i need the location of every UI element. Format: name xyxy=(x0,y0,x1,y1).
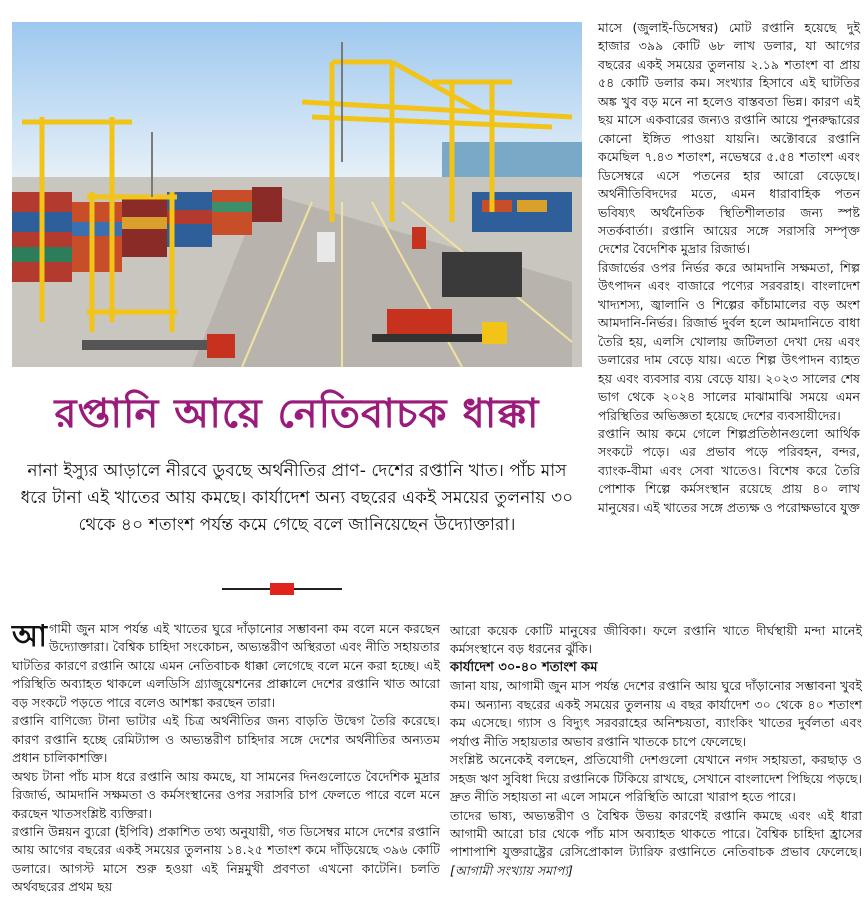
bottom-column xyxy=(450,622,862,880)
left-paragraph-4: রপ্তানি উন্নয়ন ব্যুরো (ইপিবি) প্রকাশিত তথ্য অনুযায়ী, গত ডিসেম্বর মাসে দেশের রপ্তানি আয় আগের বছরের একই সময়ের তুলনায় ১৪.২৫ শতাংশ কমে দাঁড়িয়েছে ৩৯৬ কোটি ডলারে। আগস্ট মাসে শুরু হওয়া এই নিম্নমুখী প্রবণতা এখনো কাটেনি। চলতি অর্থবছরের প্রথম ছয় xyxy=(12,823,440,895)
left-paragraph-3: অথচ টানা পাঁচ মাস ধরে রপ্তানি আয় কমছে, যা সামনের দিনগুলোতে বৈদেশিক মুদ্রার রিজার্ভ, আমদানি সক্ষমতা ও কর্মসংস্থানের ওপর সরাসরি চাপ ফেলতে পারে বলে মনে করছেন খাতসংশ্লিষ্ট ব্যক্তিরা। xyxy=(12,768,440,821)
bottom-paragraph-4 xyxy=(450,807,862,881)
bottom-paragraph-1: আরো কয়েক কোটি মানুষের জীবিকা। ফলে রপ্তানি খাতে দীর্ঘস্থায়ী মন্দা মানেই কর্মসংস্থানে বড় ধরনের ঝুঁকি। xyxy=(450,623,862,657)
left-column xyxy=(12,620,440,897)
continuation-note: [আগামী সংখ্যায় সমাপ্য] xyxy=(450,862,573,878)
intro-summary: নানা ইস্যুর আড়ালে নীরবে ডুবছে অর্থনীতির প্রাণ- দেশের রপ্তানি খাত। পাঁচ মাস ধরে টানা এই খাতের আয় কমছে। কার্যাদেশ অন্য বছরের একই সময়ের তুলনায় ৩০ থেকে ৪০ শতাংশ পর্যন্ত কমে গেছে বলে জানিয়েছেন উদ্যোক্তারা। xyxy=(20,461,574,535)
right-paragraph-1: মাসে (জুলাই-ডিসেম্বর) মোট রপ্তানি হয়েছে দুই হাজার ৩৯৯ কোটি ৬৮ লাখ ডলার, যা আগের বছরের একই সময়ের তুলনায় ২.১৯ শতাংশ বা প্রায় ৫৪ কোটি ডলার কম। সংখ্যার হিসাবে এই ঘাটতির অঙ্ক খুব বড় মনে না হলেও বাস্তবতা ভিন্ন। কারণ এই ছয় মাসে একবারের জন্যও রপ্তানি আয়ে পুনরুদ্ধারের কোনো ইঙ্গিত পাওয়া যায়নি। অক্টোবরে রপ্তানি কমেছিল ৭.৪৩ শতাংশ, নভেম্বরে ৫.৫৪ শতাংশ এবং ডিসেম্বরে এসে পতনের হার আরো বেড়েছে। অর্থনীতিবিদদের মতে, এমন ধারাবাহিক পতন ভবিষ্যৎ অর্থনৈতিক স্থিতিশীলতার জন্য স্পষ্ট সতর্কবার্তা। রপ্তানি আয়ের সঙ্গে সরাসরি সম্পৃক্ত দেশের বৈদেশিক মুদ্রার রিজার্ভ। xyxy=(598,20,860,257)
bottom-paragraph-4-text: তাদের ভাষ্য, অভ্যন্তরীণ ও বৈশ্বিক উভয় কারণেই রপ্তানি কমছে এবং এই ধারা আগামী আরো চার থেকে পাঁচ মাস অব্যাহত থাকতে পারে। বৈশ্বিক চাহিদা হ্রাসের পাশাপাশি যুক্তরাষ্ট্রের রেসিপ্রোকাল ট্যারিফ রপ্তানিতে নেতিবাচক প্রভাব ফেলেছে। xyxy=(450,807,862,860)
left-paragraph-2: রপ্তানি বাণিজ্যে টানা ভাটার এই চিত্র অর্থনীতির জন্য বাড়তি উদ্বেগ তৈরি করেছে। কারণ রপ্তানি হচ্ছে রেমিট্যান্স ও অভ্যন্তরীণ চাহিদার সঙ্গে দেশের অর্থনীতির অন্যতম প্রধান চালিকাশক্তি। xyxy=(12,713,440,766)
port-container-photo xyxy=(12,22,582,367)
left-paragraph-1-text: গামী জুন মাস পর্যন্ত এই খাতের ঘুরে দাঁড়ানোর সম্ভাবনা কম বলে মনে করছেন উদ্যোক্তারা। বৈশ্বিক চাহিদা সংকোচন, অভ্যন্তরীণ অস্থিরতা এবং নীতি সহায়তার ঘাটতির কারণে রপ্তানি আয়ে এমন নেতিবাচক ধাক্কা লেগেছে বলে মনে করা হচ্ছে। এই পরিস্থিতি অব্যাহত থাকলে এলডিসি গ্র্যাজুয়েশনের প্রাক্কালে দেশের রপ্তানি খাত আরো বড় সংকটে পড়তে পারে বলেও আশঙ্কা করছেন তারা। xyxy=(12,621,440,710)
bottom-paragraph-3: সংশ্লিষ্ট অনেকেই বলছেন, প্রতিযোগী দেশগুলো যেখানে নগদ সহায়তা, করছাড় ও সহজ ঋণ সুবিধা দিয়ে রপ্তানিকে টিকিয়ে রাখছে, সেখানে বাংলাদেশ পিছিয়ে পড়ছে। দ্রুত নীতি সহায়তা না এলে সামনে পরিস্থিতি আরো খারাপ হতে পারে। xyxy=(450,752,862,805)
headline: রপ্তানি আয়ে নেতিবাচক ধাক্কা xyxy=(54,390,540,437)
subheading: কার্যাদেশ ৩০-৪০ শতাংশ কম xyxy=(450,659,598,675)
right-paragraph-2: রিজার্ভের ওপর নির্ভর করে আমদানি সক্ষমতা, শিল্প উৎপাদন এবং বাজারে পণ্যের সরবরাহ। বাংলাদেশ খাদ্যশস্য, জ্বালানি ও শিল্পের কাঁচামালের বড় অংশ আমদানি-নির্ভর। রিজার্ভ দুর্বল হলে আমদানিতে বাধা তৈরি হয়, এলসি খোলায় জটিলতা দেখা দেয় এবং ডলারের দাম বেড়ে যায়। এতে শিল্প উৎপাদন ব্যাহত হয় এবং ব্যবসার ব্যয় বেড়ে যায়। ২০২৩ সালের শেষ ভাগ থেকে ২০২৪ সালের মাঝামাঝি সময়ে এমন পরিস্থিতির অভিজ্ঞতা হয়েছে দেশের ব্যবসায়ীদের। xyxy=(598,259,860,423)
right-paragraph-3: রপ্তানি আয় কমে গেলে শিল্পপ্রতিষ্ঠানগুলো আর্থিক সংকটে পড়ে। এর প্রভাব পড়ে পরিবহন, বন্দর, ব্যাংক-বীমা এবং সেবা খাতেও। বিশেষ করে তৈরি পোশাক শিল্পে কর্মসংস্থান রয়েছে প্রায় ৪০ লাখ মানুষের। এই খাতের সঙ্গে প্রত্যক্ষ ও পরোক্ষভাবে যুক্ত xyxy=(598,425,860,515)
left-paragraph-1 xyxy=(12,620,440,712)
divider-accent-mark xyxy=(270,583,294,595)
drop-cap: আ xyxy=(12,619,47,654)
port-scene-illustration xyxy=(12,22,582,367)
bottom-paragraph-2: জানা যায়, আগামী জুন মাস পর্যন্ত দেশের রপ্তানি আয় ঘুরে দাঁড়ানোর সম্ভাবনা খুবই কম। অন্যান্য বছরের একই সময়ের তুলনায় এ বছর কার্যাদেশ ৩০ থেকে ৪০ শতাংশ কম এসেছে। গ্যাস ও বিদ্যুৎ সরবরাহের অনিশ্চয়তা, ব্যাংকিং খাতের দুর্বলতা এবং পর্যাপ্ত নীতি সহায়তার অভাব রপ্তানি খাতকে চাপে ফেলেছে। xyxy=(450,678,862,749)
right-column xyxy=(598,19,860,517)
